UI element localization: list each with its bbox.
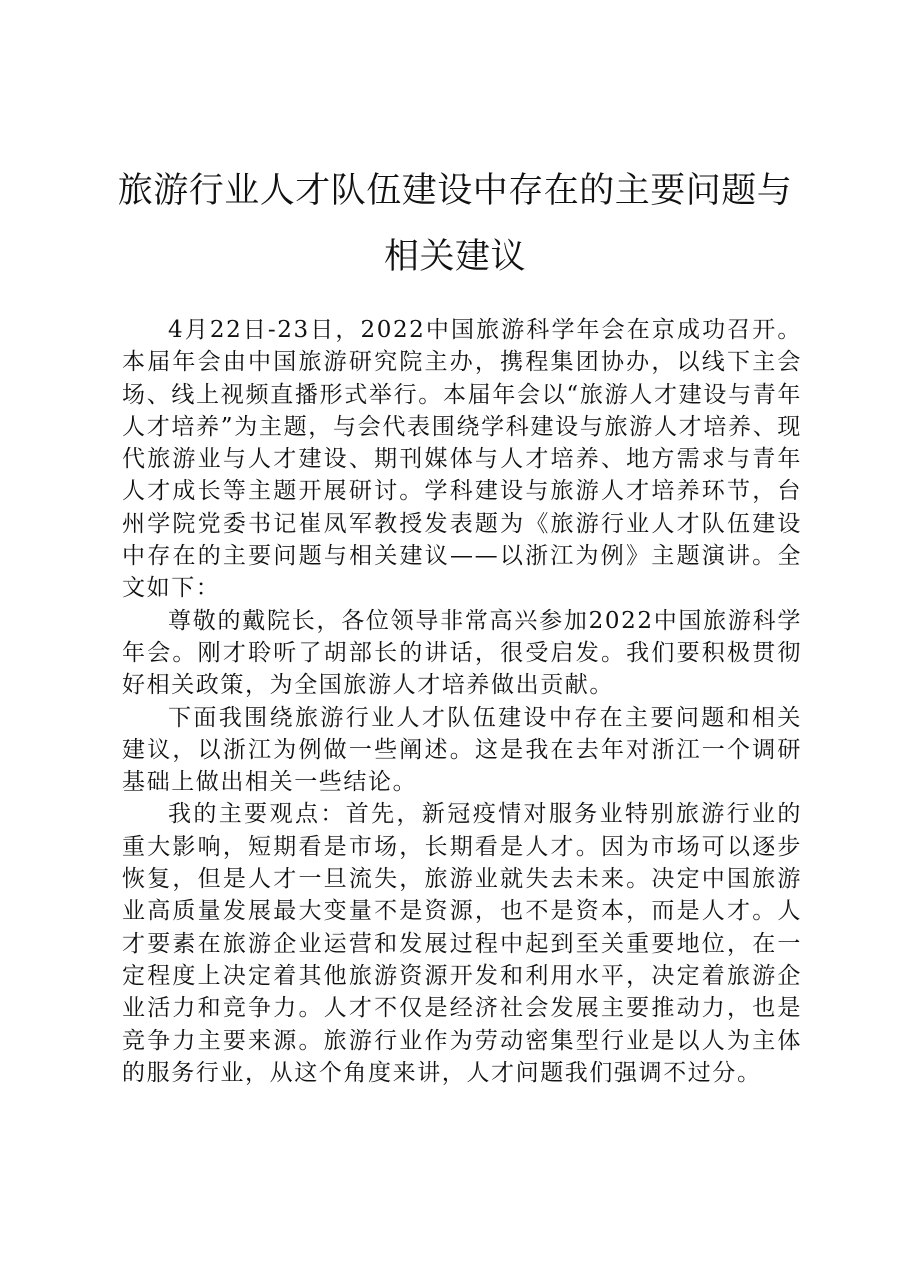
paragraph-greeting: 尊敬的戴院长，各位领导非常高兴参加2022中国旅游科学年会。刚才聆听了胡部长的讲话，很受启发。我们要积极贯彻好相关政策，为全国旅游人才培养做出贡献。 — [122, 607, 802, 699]
document-title: 旅游行业人才队伍建设中存在的主要问题与相关建议 — [117, 171, 793, 277]
paragraph-main-viewpoint: 我的主要观点：首先，新冠疫情对服务业特别旅游行业的重大影响，短期看是市场，长期看是人才。因为市场可以逐步恢复，但是人才一旦流失，旅游业就失去未来。决定中国旅游业高质量发展最大变量不是资源，也不是资本，而是人才。人才要素在旅游企业运营和发展过程中起到至关重要地位，在一定程度上决定着其他旅游资源开发和利用水平，决定着旅游企业活力和竞争力。人才不仅是经济社会发展主要推动力，也是竞争力主要来源。旅游行业作为劳动密集型行业是以人为主体的服务行业，从这个角度来讲，人才问题我们强调不过分。 — [122, 801, 802, 1086]
document-body — [122, 314, 802, 1089]
paragraph-intro: 4月22日-23日，2022中国旅游科学年会在京成功召开。本届年会由中国旅游研究院主办，携程集团协办，以线下主会场、线上视频直播形式举行。本届年会以“旅游人才建设与青年人才培养”为主题，与会代表围绕学科建设与旅游人才培养、现代旅游业与人才建设、期刊媒体与人才培养、地方需求与青年人才成长等主题开展研讨。学科建设与旅游人才培养环节，台州学院党委书记崔凤军教授发表题为《旅游行业人才队伍建设中存在的主要问题与相关建议——以浙江为例》主题演讲。全文如下： — [122, 317, 802, 602]
paragraph-outline: 下面我围绕旅游行业人才队伍建设中存在主要问题和相关建议，以浙江为例做一些阐述。这是我在去年对浙江一个调研基础上做出相关一些结论。 — [122, 704, 802, 796]
